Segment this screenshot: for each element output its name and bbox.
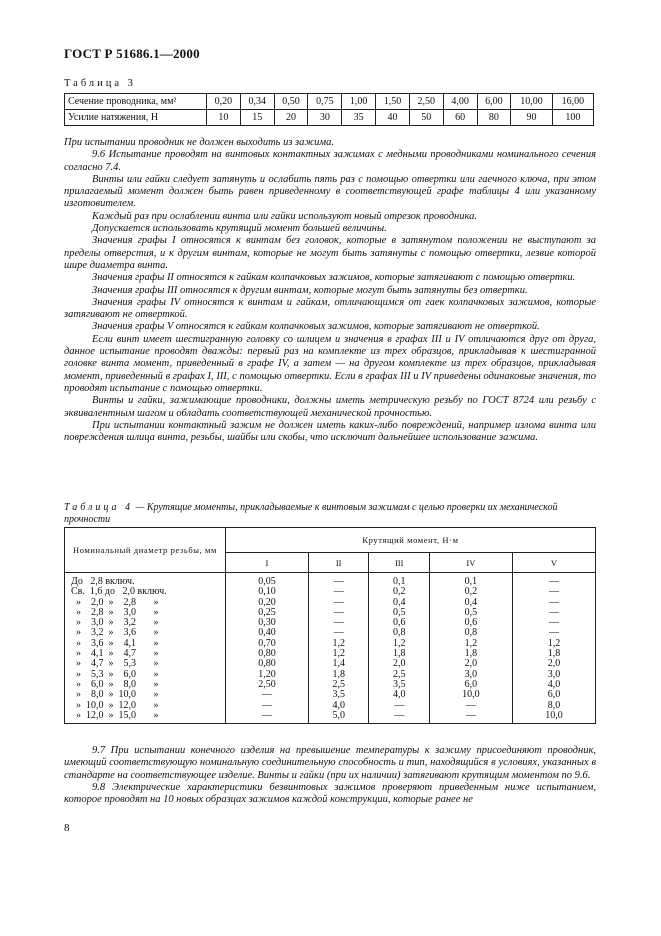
paragraph: Значения графы V относятся к гайкам колпачковых зажимов, которые затягивают не отверткой.: [92, 321, 540, 333]
table4-value-cell: 0,40: [226, 628, 309, 638]
paragraph: 9.6 Испытание проводят на винтовых контактных зажимах с медными проводниками номинального сечения согласно 7.4.: [64, 149, 596, 173]
paragraph: Винты и гайки, зажимающие проводники, должны иметь метрическую резьбу по ГОСТ 8724 или резьбу с эквивалентным шагом и обладать соответствующей механической прочностью.: [64, 395, 596, 419]
table4-value-cell: —: [226, 701, 309, 711]
table4-diameter-cell: » 3,6 » 4,1 »: [65, 639, 226, 649]
table4-value-cell: 0,2: [369, 587, 430, 597]
table4-value-cell: 0,20: [226, 598, 309, 608]
table3-cell: 40: [376, 110, 410, 126]
table4-header-diameter: Номинальный диаметр резьбы, мм: [65, 528, 226, 573]
table4-value-cell: —: [512, 618, 595, 628]
table3-cell: 60: [443, 110, 477, 126]
table4-header-torque: Крутящий момент, Н·м: [226, 528, 596, 553]
table4-value-cell: —: [308, 618, 369, 628]
table4-value-cell: 1,8: [308, 670, 369, 680]
table4-value-cell: 2,0: [369, 659, 430, 669]
table4-value-cell: 0,80: [226, 659, 309, 669]
table4-row: [65, 573, 596, 588]
table4-value-cell: 6,0: [512, 690, 595, 700]
table4-value-cell: 1,2: [512, 639, 595, 649]
table4-value-cell: 0,80: [226, 649, 309, 659]
table4-value-cell: 8,0: [512, 701, 595, 711]
paragraph: Допускается использовать крутящий момент большей величины.: [92, 223, 387, 235]
body-text-continued: [64, 745, 596, 806]
table4-value-cell: —: [512, 628, 595, 638]
table4-value-cell: 0,10: [226, 587, 309, 597]
paragraph: При испытании контактный зажим не должен иметь каких-либо повреждений, например излома винта или повреждения шлица винта, резьбы, шайбы или скобы, что исключит дальнейшее использование зажима.: [64, 419, 596, 444]
table4-value-cell: 2,5: [369, 670, 430, 680]
table4-col-5: V: [512, 553, 595, 573]
table4-value-cell: —: [369, 711, 430, 724]
table4-col-2: II: [308, 553, 369, 573]
paragraph: Значения графы IV относятся к винтам и гайкам, отличающимся от гаек колпачковых зажимов, которые затягивают не отверткой.: [64, 296, 596, 321]
table4-diameter-cell: » 3,2 » 3,6 »: [65, 628, 226, 638]
table4-diameter-cell: » 2,0 » 2,8 »: [65, 598, 226, 608]
table4-value-cell: 10,0: [429, 690, 512, 700]
table4-value-cell: —: [308, 628, 369, 638]
table3-cell: 10: [207, 110, 241, 126]
paragraph: Значения графы III относятся к другим винтам, которые могут быть затянуты без отвертки.: [92, 284, 528, 296]
table4-value-cell: 1,2: [308, 639, 369, 649]
table4-value-cell: 0,25: [226, 608, 309, 618]
paragraph: При испытании проводник не должен выходить из зажима.: [64, 137, 334, 148]
table4-value-cell: 0,1: [369, 573, 430, 588]
table4-value-cell: 1,2: [308, 649, 369, 659]
table3-row: [65, 94, 594, 110]
table3-cell: 80: [477, 110, 511, 126]
table3-cell: 0,20: [207, 94, 241, 110]
paragraph: Каждый раз при ослаблении винта или гайки используют новый отрезок проводника.: [92, 210, 478, 222]
table4-value-cell: 3,5: [308, 690, 369, 700]
table4-value-cell: 1,8: [369, 649, 430, 659]
paragraph: 9.7 При испытании конечного изделия на превышение температуры к зажиму присоединяют проводник, имеющий соответствующую номинальную соединительную способность и тип, находящийся в условиях, указанных в стандарте на соответствующее изделие. Винты и гайки (при их наличии) затягивают крутящим моментом по 9.6.: [64, 745, 596, 781]
table4-value-cell: 0,05: [226, 573, 309, 588]
table3-row-label: Усилие натяжения, Н: [65, 110, 207, 126]
table3-caption: Таблица 3: [64, 78, 136, 89]
page-number: 8: [64, 822, 70, 834]
table4-value-cell: —: [512, 598, 595, 608]
table4-value-cell: 0,8: [429, 628, 512, 638]
table4-value-cell: 0,4: [369, 598, 430, 608]
table4-col-1: I: [226, 553, 309, 573]
table4-col-3: III: [369, 553, 430, 573]
table3-cell: 35: [342, 110, 376, 126]
table3-cell: 10,00: [511, 94, 552, 110]
table4-value-cell: 0,30: [226, 618, 309, 628]
table4-diameter-cell: » 12,0 » 15,0 »: [65, 711, 226, 724]
table3-cell: 16,00: [552, 94, 593, 110]
table4-diameter-cell: » 5,3 » 6,0 »: [65, 670, 226, 680]
table4-value-cell: —: [429, 701, 512, 711]
table3-cell: 90: [511, 110, 552, 126]
table4-value-cell: 0,4: [429, 598, 512, 608]
paragraph: Винты или гайки следует затянуть и ослабить пять раз с помощью отвертки или гаечного ключа, при этом прилагаемый момент должен быть равен приведенному в соответствующей графе таблицы 4 или указанному изготовителем.: [64, 173, 596, 210]
table4-value-cell: —: [226, 711, 309, 724]
table4-value-cell: 4,0: [512, 680, 595, 690]
table4-value-cell: —: [512, 608, 595, 618]
table4-value-cell: 4,0: [369, 690, 430, 700]
table4-diameter-cell: » 10,0 » 12,0 »: [65, 701, 226, 711]
table4-value-cell: —: [308, 608, 369, 618]
table3-cell: 6,00: [477, 94, 511, 110]
table4-diameter-cell: » 8,0 » 10,0 »: [65, 690, 226, 700]
table4-value-cell: —: [429, 711, 512, 724]
table3-cell: 2,50: [409, 94, 443, 110]
table4-value-cell: 0,6: [429, 618, 512, 628]
table4-caption: [64, 502, 596, 525]
table4-value-cell: 1,2: [429, 639, 512, 649]
table4-value-cell: 0,2: [429, 587, 512, 597]
table3-cell: 50: [409, 110, 443, 126]
table4-value-cell: 3,0: [429, 670, 512, 680]
table4-diameter-cell: Св. 1,6 до 2,0 включ.: [65, 587, 226, 597]
table4-value-cell: —: [308, 587, 369, 597]
table4-value-cell: 1,4: [308, 659, 369, 669]
table4-value-cell: 6,0: [429, 680, 512, 690]
table4-diameter-cell: » 4,7 » 5,3 »: [65, 659, 226, 669]
table4-value-cell: —: [369, 701, 430, 711]
table3-cell: 30: [308, 110, 342, 126]
table3-cell: 4,00: [443, 94, 477, 110]
table4-value-cell: 10,0: [512, 711, 595, 724]
table4-value-cell: 0,8: [369, 628, 430, 638]
table4-value-cell: 2,0: [429, 659, 512, 669]
table3-cell: 15: [240, 110, 274, 126]
table4-diameter-cell: » 2,8 » 3,0 »: [65, 608, 226, 618]
table4-col-4: IV: [429, 553, 512, 573]
table3-cell: 0,50: [274, 94, 308, 110]
table4-value-cell: 0,6: [369, 618, 430, 628]
table4-value-cell: 3,0: [512, 670, 595, 680]
table4-value-cell: 1,2: [369, 639, 430, 649]
table4-value-cell: 1,8: [512, 649, 595, 659]
table4-value-cell: —: [226, 690, 309, 700]
table4-caption-text: — Крутящие моменты, прикладываемые к винтовым зажимам с целью проверки их механической прочности: [64, 502, 558, 525]
table4-diameter-cell: До 2,8 включ.: [65, 573, 226, 588]
table3-row-label: Сечение проводника, мм²: [65, 94, 207, 110]
table4-value-cell: 0,1: [429, 573, 512, 588]
table4-value-cell: 0,5: [429, 608, 512, 618]
paragraph: 9.8 Электрические характеристики безвинтовых зажимов проверяют приведенным ниже испытанием, которое проводят на 10 новых образцах зажимов каждой конструкции, которые ранее не: [64, 781, 596, 806]
table3: [64, 93, 594, 126]
table4-value-cell: 4,0: [308, 701, 369, 711]
table3-cell: 1,00: [342, 94, 376, 110]
table4-value-cell: 2,5: [308, 680, 369, 690]
table3-cell: 0,34: [240, 94, 274, 110]
table4-value-cell: 2,0: [512, 659, 595, 669]
table4-value-cell: —: [512, 587, 595, 597]
body-text: [64, 137, 596, 444]
table4-value-cell: 0,70: [226, 639, 309, 649]
table3-cell: 100: [552, 110, 593, 126]
table3-row: [65, 110, 594, 126]
table4-value-cell: 1,8: [429, 649, 512, 659]
table4-value-cell: —: [308, 573, 369, 588]
table4-value-cell: —: [512, 573, 595, 588]
table4-diameter-cell: » 4,1 » 4,7 »: [65, 649, 226, 659]
table3-cell: 20: [274, 110, 308, 126]
table4-value-cell: 2,50: [226, 680, 309, 690]
table3-cell: 0,75: [308, 94, 342, 110]
table4-caption-label: Таблица 4: [64, 502, 133, 513]
table4-value-cell: —: [308, 598, 369, 608]
table4: [64, 527, 596, 724]
paragraph: Если винт имеет шестигранную головку со шлицем и значения в графах III и IV отличаются друг от друга, данное испытание проводят дважды: первый раз на комплекте из трех образцов, прикладывая к шестигранной головке винта момент, приведенный в графе IV, а затем — на другом комплекте из трех образцов, прикладывая момент, приведенный в графах I, III, с помощью отвертки. Если в графах III и IV приведены одинаковые значения, то проводят испытание с помощью отвертки.: [64, 333, 596, 394]
table4-value-cell: 0,5: [369, 608, 430, 618]
table4-value-cell: 3,5: [369, 680, 430, 690]
paragraph: Значения графы II относятся к гайкам колпачковых зажимов, которые затягивают с помощью отвертки.: [92, 272, 576, 284]
table4-diameter-cell: » 6,0 » 8,0 »: [65, 680, 226, 690]
table4-value-cell: 1,20: [226, 670, 309, 680]
table4-row: [65, 711, 596, 724]
table3-cell: 1,50: [376, 94, 410, 110]
paragraph: Значения графы I относятся к винтам без головок, которые в затянутом положении не выступают за пределы отверстия, и к другим винтам, которые не могут быть затянуты с помощью отвертки, лезвие которой шире диаметра винта.: [64, 235, 596, 271]
document-header: ГОСТ Р 51686.1—2000: [64, 46, 200, 61]
table4-diameter-cell: » 3,0 » 3,2 »: [65, 618, 226, 628]
table4-value-cell: 5,0: [308, 711, 369, 724]
